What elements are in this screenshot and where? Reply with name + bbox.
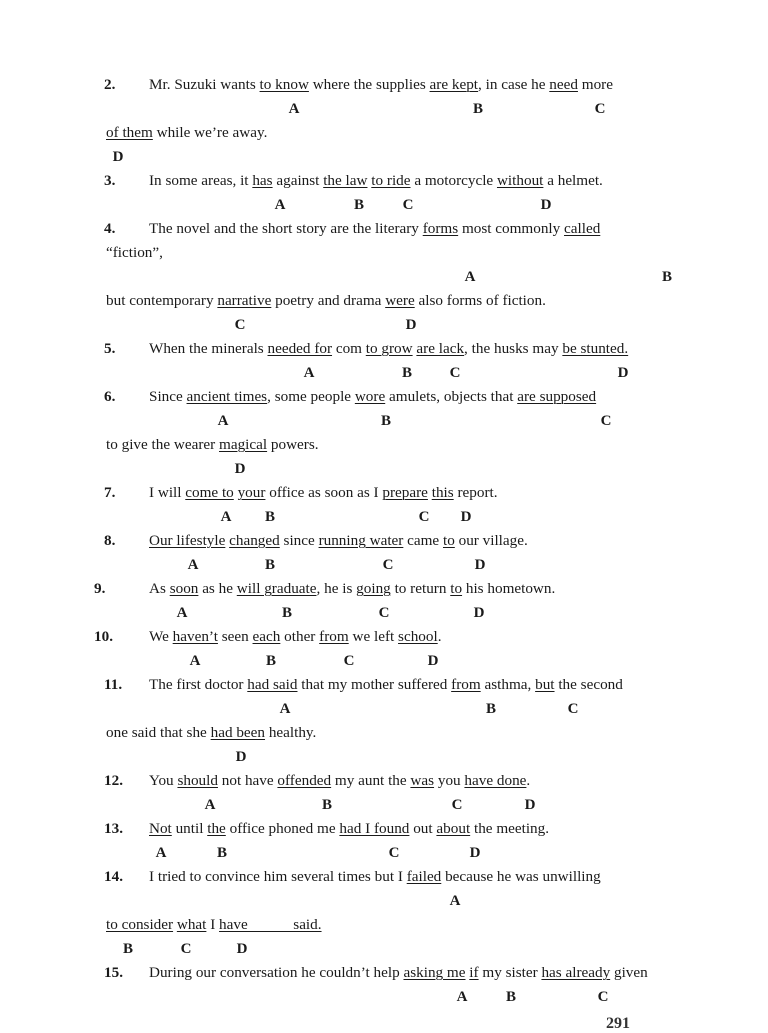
answer-letter: A — [217, 413, 229, 429]
underlined-option: from — [451, 676, 481, 693]
underlined-option: from — [319, 628, 349, 645]
sentence-fragment: The first doctor — [149, 676, 248, 693]
question-continuation — [0, 291, 768, 311]
sentence-fragment: The novel and the short story are the literary — [149, 220, 423, 237]
answer-letter: B — [661, 269, 673, 285]
sentence-fragment: report. — [453, 484, 498, 501]
underlined-option: had been — [210, 724, 266, 741]
underlined-option: haven’t — [172, 628, 218, 645]
sentence-fragment: came — [403, 532, 443, 549]
sentence-fragment: you — [434, 772, 465, 789]
answer-letters-row — [0, 459, 768, 479]
sentence-fragment: the meeting. — [470, 820, 550, 837]
answer-letter: A — [155, 845, 167, 861]
sentence-text — [149, 75, 613, 95]
question-number: 9. — [94, 580, 106, 597]
question-line — [0, 963, 768, 983]
answer-letter: D — [473, 605, 485, 621]
underlined-option: should — [177, 772, 218, 789]
answer-letter: C — [597, 989, 609, 1005]
answer-letter: B — [472, 101, 484, 117]
sentence-text — [149, 819, 549, 839]
sentence-text — [149, 219, 600, 239]
question-continuation — [0, 123, 768, 143]
answer-letter: A — [204, 797, 216, 813]
sentence-text — [149, 171, 603, 191]
answer-letter: A — [449, 893, 461, 909]
sentence-fragment: my sister — [478, 964, 542, 981]
question-line — [0, 339, 768, 359]
sentence-fragment: his hometown. — [462, 580, 556, 597]
answer-letter: C — [402, 197, 414, 213]
sentence-fragment: “fiction”, — [106, 244, 163, 261]
underlined-option: narrative — [217, 292, 272, 309]
sentence-text — [149, 483, 498, 503]
sentence-fragment: one said that she — [106, 724, 211, 741]
answer-letter: D — [234, 461, 246, 477]
answer-letter: B — [122, 941, 134, 957]
answer-letter: A — [303, 365, 315, 381]
answer-letters-row — [0, 987, 768, 1007]
answer-letter: A — [189, 653, 201, 669]
sentence-text — [149, 771, 530, 791]
answer-letters-row — [0, 603, 768, 623]
question-number: 6. — [104, 388, 116, 405]
sentence-fragment: that my mother suffered — [297, 676, 452, 693]
answer-letters-row — [0, 651, 768, 671]
sentence-text — [106, 723, 316, 743]
question-number: 10. — [94, 628, 113, 645]
underlined-option: of them — [106, 124, 153, 141]
underlined-option: the — [207, 820, 226, 837]
question-line — [0, 531, 768, 551]
answer-letters-row — [0, 267, 768, 287]
answer-letters-row — [0, 147, 768, 167]
underlined-option: has — [252, 172, 273, 189]
underlined-option: are lack — [416, 340, 465, 357]
answer-letter: C — [451, 797, 463, 813]
sentence-fragment: also forms of fiction. — [414, 292, 546, 309]
answer-letter: C — [600, 413, 612, 429]
answer-letter: D — [235, 749, 247, 765]
answer-letter: B — [264, 557, 276, 573]
sentence-fragment: since — [279, 532, 319, 549]
answer-letter: A — [187, 557, 199, 573]
answer-letter: B — [216, 845, 228, 861]
question-line — [0, 675, 768, 695]
underlined-option: each — [252, 628, 281, 645]
answer-letter: D — [460, 509, 472, 525]
sentence-fragment: . — [437, 628, 442, 645]
underlined-option: called — [564, 220, 601, 237]
sentence-fragment: to return — [390, 580, 451, 597]
answer-letters-row — [0, 747, 768, 767]
question-line — [0, 627, 768, 647]
sentence-text — [149, 531, 528, 551]
sentence-fragment: to give the wearer — [106, 436, 220, 453]
question-continuation — [0, 723, 768, 743]
sentence-fragment: office phoned me — [225, 820, 340, 837]
sentence-fragment: In some areas, it — [149, 172, 253, 189]
answer-letter: C — [449, 365, 461, 381]
underlined-option: without — [496, 172, 544, 189]
underlined-option: offended — [277, 772, 332, 789]
underlined-option: come to — [185, 484, 234, 501]
answer-letter: A — [464, 269, 476, 285]
answer-letter: A — [288, 101, 300, 117]
underlined-option: going — [356, 580, 391, 597]
answer-letter: B — [321, 797, 333, 813]
question-number: 15. — [104, 964, 123, 981]
answer-letters-row — [0, 195, 768, 215]
answer-letter: C — [382, 557, 394, 573]
question-number: 4. — [104, 220, 116, 237]
underlined-option: to ride — [371, 172, 411, 189]
answer-letter: D — [405, 317, 417, 333]
sentence-fragment: while we’re away. — [152, 124, 268, 141]
sentence-fragment: our village. — [454, 532, 528, 549]
underlined-option: the law — [323, 172, 368, 189]
sentence-fragment: more — [577, 76, 613, 93]
underlined-option: asking me — [403, 964, 466, 981]
sentence-fragment: healthy. — [265, 724, 317, 741]
sentence-fragment: I tried to convince him several times but I — [149, 868, 407, 885]
underlined-option: this — [431, 484, 454, 501]
underlined-option: ancient times — [186, 388, 268, 405]
answer-letter: A — [176, 605, 188, 621]
sentence-fragment: , in case he — [478, 76, 550, 93]
question-number: 12. — [104, 772, 123, 789]
sentence-fragment: my aunt the — [331, 772, 411, 789]
answer-letter: D — [540, 197, 552, 213]
underlined-option: have done — [464, 772, 527, 789]
question-line — [0, 867, 768, 887]
answer-letters-row — [0, 699, 768, 719]
underlined-option: was — [410, 772, 435, 789]
answer-letter: D — [474, 557, 486, 573]
answer-letters-row — [0, 939, 768, 959]
underlined-option: magical — [219, 436, 268, 453]
underlined-option: running water — [318, 532, 404, 549]
page-number: 291 — [606, 1015, 630, 1032]
question-number: 7. — [104, 484, 116, 501]
sentence-text — [106, 123, 267, 143]
answer-letter: D — [469, 845, 481, 861]
underlined-option: to grow — [365, 340, 413, 357]
sentence-text — [149, 579, 555, 599]
sentence-fragment: Mr. Suzuki wants — [149, 76, 260, 93]
answer-letter: B — [264, 509, 276, 525]
underlined-option: wore — [354, 388, 386, 405]
answer-letter: B — [485, 701, 497, 717]
underlined-option: failed — [406, 868, 442, 885]
question-line — [0, 483, 768, 503]
question-line — [0, 75, 768, 95]
question-continuation — [0, 243, 768, 263]
answer-letter: D — [524, 797, 536, 813]
question-line — [0, 171, 768, 191]
sentence-fragment: Since — [149, 388, 187, 405]
sentence-fragment: out — [409, 820, 437, 837]
sentence-fragment: given — [610, 964, 648, 981]
sentence-fragment: where the supplies — [308, 76, 430, 93]
underlined-option: about — [436, 820, 471, 837]
answer-letter: B — [401, 365, 413, 381]
sentence-fragment: powers. — [267, 436, 319, 453]
sentence-text — [149, 675, 623, 695]
sentence-fragment: but contemporary — [106, 292, 218, 309]
answer-letter: A — [220, 509, 232, 525]
sentence-fragment: against — [272, 172, 324, 189]
sentence-text — [149, 867, 601, 887]
underlined-option: be stunted. — [562, 340, 629, 357]
answer-letter: C — [388, 845, 400, 861]
answer-letters-row — [0, 315, 768, 335]
underlined-option: Not — [149, 820, 172, 837]
answer-letter: D — [427, 653, 439, 669]
sentence-fragment: asthma, — [480, 676, 536, 693]
sentence-fragment: seen — [217, 628, 253, 645]
question-number: 11. — [104, 676, 123, 693]
question-number: 2. — [104, 76, 116, 93]
sentence-text — [149, 627, 442, 647]
sentence-text — [106, 435, 319, 455]
answer-letter: A — [456, 989, 468, 1005]
underlined-option: prepare — [382, 484, 428, 501]
underlined-option: to know — [259, 76, 309, 93]
question-line — [0, 819, 768, 839]
underlined-option: are kept — [429, 76, 479, 93]
sentence-fragment: other — [280, 628, 320, 645]
sentence-fragment: I will — [149, 484, 186, 501]
sentence-text — [149, 387, 596, 407]
sentence-fragment: the second — [554, 676, 623, 693]
answer-letter: C — [343, 653, 355, 669]
answer-letter: C — [180, 941, 192, 957]
sentence-text — [149, 339, 628, 359]
answer-letter: B — [353, 197, 365, 213]
underlined-option: had said — [247, 676, 298, 693]
sentence-fragment: I — [206, 916, 220, 933]
answer-letters-row — [0, 99, 768, 119]
underlined-option: school — [398, 628, 438, 645]
question-line — [0, 219, 768, 239]
answer-letters-row — [0, 795, 768, 815]
answer-letters-row — [0, 411, 768, 431]
question-number: 14. — [104, 868, 123, 885]
sentence-fragment: we left — [348, 628, 399, 645]
sentence-fragment: . — [526, 772, 531, 789]
answer-letter: B — [281, 605, 293, 621]
sentence-fragment: , the husks may — [464, 340, 563, 357]
answer-letters-row — [0, 555, 768, 575]
sentence-text — [106, 243, 163, 263]
sentence-fragment: When the minerals — [149, 340, 268, 357]
sentence-fragment: During our conversation he couldn’t help — [149, 964, 404, 981]
question-number: 8. — [104, 532, 116, 549]
answer-letter: B — [505, 989, 517, 1005]
sentence-fragment: You — [149, 772, 178, 789]
sentence-fragment: because he was unwilling — [441, 868, 601, 885]
underlined-option: to — [442, 532, 455, 549]
answer-letters-row — [0, 843, 768, 863]
underlined-option: to — [450, 580, 463, 597]
underlined-option: will graduate — [236, 580, 317, 597]
sentence-fragment: We — [149, 628, 173, 645]
sentence-fragment: most commonly — [458, 220, 565, 237]
answer-letter: C — [567, 701, 579, 717]
underlined-option: have said. — [219, 916, 322, 933]
sentence-fragment: not have — [217, 772, 278, 789]
answer-letters-row — [0, 363, 768, 383]
question-number: 5. — [104, 340, 116, 357]
answer-letters-row — [0, 507, 768, 527]
underlined-option: Our lifestyle — [149, 532, 226, 549]
underlined-option: are supposed — [517, 388, 597, 405]
sentence-fragment: amulets, objects that — [385, 388, 518, 405]
sentence-fragment: office as soon as I — [265, 484, 383, 501]
question-line — [0, 387, 768, 407]
sentence-fragment: a motorcycle — [410, 172, 497, 189]
underlined-option: had I found — [339, 820, 410, 837]
underlined-option: what — [176, 916, 207, 933]
underlined-option: if — [469, 964, 479, 981]
underlined-option: has already — [541, 964, 611, 981]
sentence-text — [149, 963, 648, 983]
question-number: 13. — [104, 820, 123, 837]
underlined-option: forms — [422, 220, 459, 237]
answer-letter: C — [418, 509, 430, 525]
question-continuation — [0, 435, 768, 455]
underlined-option: were — [385, 292, 415, 309]
sentence-fragment: As — [149, 580, 170, 597]
answer-letter: B — [265, 653, 277, 669]
answer-letters-row — [0, 891, 768, 911]
underlined-option: changed — [229, 532, 280, 549]
answer-letter: A — [279, 701, 291, 717]
underlined-option: to consider — [106, 916, 174, 933]
answer-letter: D — [112, 149, 124, 165]
underlined-option: needed for — [267, 340, 333, 357]
sentence-fragment: a helmet. — [543, 172, 603, 189]
answer-letter: B — [380, 413, 392, 429]
answer-letter: C — [234, 317, 246, 333]
sentence-text — [106, 915, 322, 935]
answer-letter: C — [594, 101, 606, 117]
sentence-fragment: , he is — [316, 580, 357, 597]
sentence-fragment: , some people — [267, 388, 355, 405]
question-continuation — [0, 915, 768, 935]
answer-letter: C — [378, 605, 390, 621]
underlined-option: need — [549, 76, 578, 93]
underlined-option: but — [535, 676, 555, 693]
sentence-fragment: poetry and drama — [271, 292, 386, 309]
answer-letter: D — [617, 365, 629, 381]
underlined-option: soon — [169, 580, 199, 597]
answer-letter: A — [274, 197, 286, 213]
question-line — [0, 771, 768, 791]
underlined-option: your — [237, 484, 266, 501]
question-line — [0, 579, 768, 599]
question-number: 3. — [104, 172, 116, 189]
sentence-fragment: until — [171, 820, 208, 837]
sentence-fragment: com — [332, 340, 366, 357]
sentence-text — [106, 291, 546, 311]
answer-letter: D — [236, 941, 248, 957]
sentence-fragment: as he — [198, 580, 237, 597]
